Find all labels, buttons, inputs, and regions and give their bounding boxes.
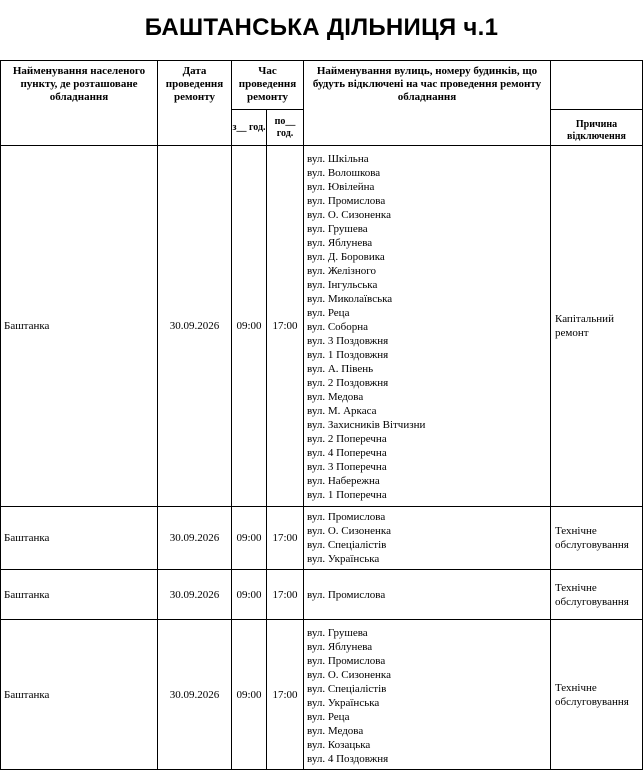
time-from-cell: 09:00 xyxy=(232,620,267,770)
street-item: вул. Грушева xyxy=(307,627,368,639)
street-item: вул. Грушева xyxy=(307,223,368,235)
street-item: вул. Д. Боровика xyxy=(307,251,385,263)
street-item: вул. Спеціалістів xyxy=(307,539,387,551)
street-item: вул. 1 Поздовжня xyxy=(307,349,389,361)
street-item: вул. Шкільна xyxy=(307,153,369,165)
header-to: по__ год. xyxy=(267,110,304,146)
street-item: вул. Українська xyxy=(307,553,380,565)
settlement-cell: Баштанка xyxy=(1,570,158,620)
street-item: вул. Реца xyxy=(307,307,350,319)
street-item: вул. Промислова xyxy=(307,655,386,667)
date-cell: 30.09.2026 xyxy=(158,570,232,620)
street-item: вул. О. Сизоненка xyxy=(307,669,391,681)
streets-cell xyxy=(304,507,551,570)
reason-cell: Технічне обслуговування xyxy=(551,570,643,620)
street-item: вул. 2 Поздовжня xyxy=(307,377,389,389)
street-item: вул. Ювілейна xyxy=(307,181,375,193)
street-item: вул. Промислова xyxy=(307,195,386,207)
street-item: вул. Спеціалістів xyxy=(307,683,387,695)
street-item: вул. А. Півень xyxy=(307,363,374,375)
streets-cell xyxy=(304,146,551,507)
reason-cell: Технічне обслуговування xyxy=(551,507,643,570)
streets-cell xyxy=(304,570,551,620)
street-item: вул. Волошкова xyxy=(307,167,381,179)
settlement-cell: Баштанка xyxy=(1,620,158,770)
time-from-cell: 09:00 xyxy=(232,146,267,507)
page-title: БАШТАНСЬКА ДІЛЬНИЦЯ ч.1 xyxy=(144,14,499,41)
header-reason: Причина відключення xyxy=(551,110,643,146)
table-row xyxy=(1,570,643,620)
street-item: вул. М. Аркаса xyxy=(307,405,377,417)
date-cell: 30.09.2026 xyxy=(158,620,232,770)
street-item: вул. О. Сизоненка xyxy=(307,525,391,537)
time-to-cell: 17:00 xyxy=(267,146,304,507)
table-row xyxy=(1,620,643,770)
settlement-cell: Баштанка xyxy=(1,507,158,570)
settlement-cell: Баштанка xyxy=(1,146,158,507)
street-item: вул. Українська xyxy=(307,697,380,709)
header-time: Час проведення ремонту xyxy=(232,61,304,110)
time-to-cell: 17:00 xyxy=(267,620,304,770)
table-body xyxy=(1,146,643,770)
street-item: вул. Набережна xyxy=(307,475,380,487)
street-item: вул. 4 Поперечна xyxy=(307,447,387,459)
reason-cell: Капітальний ремонт xyxy=(551,146,643,507)
street-item: вул. Соборна xyxy=(307,321,369,333)
street-item: вул. 3 Поздовжня xyxy=(307,335,389,347)
street-item: вул. 1 Поперечна xyxy=(307,489,387,501)
street-item: вул. Медова xyxy=(307,725,364,737)
street-item: вул. Яблунева xyxy=(307,237,373,249)
header-streets: Найменування вулиць, номеру будинків, що будуть відключені на час проведення ремонту обладнання xyxy=(304,61,551,146)
header-date: Дата проведення ремонту xyxy=(158,61,232,146)
date-cell: 30.09.2026 xyxy=(158,507,232,570)
street-item: вул. Реца xyxy=(307,711,350,723)
street-item: вул. Інгульська xyxy=(307,279,378,291)
table-row xyxy=(1,146,643,507)
table-row xyxy=(1,507,643,570)
outage-table xyxy=(0,60,643,770)
time-from-cell: 09:00 xyxy=(232,570,267,620)
time-from-cell: 09:00 xyxy=(232,507,267,570)
street-item: вул. О. Сизоненка xyxy=(307,209,391,221)
street-item: вул. Медова xyxy=(307,391,364,403)
street-item: вул. Миколаївська xyxy=(307,293,393,305)
time-to-cell: 17:00 xyxy=(267,570,304,620)
header-settlement: Найменування населеного пункту, де розташоване обладнання xyxy=(1,61,158,146)
date-cell: 30.09.2026 xyxy=(158,146,232,507)
street-item: вул. Захисників Вітчизни xyxy=(307,419,426,431)
header-from: з__ год. xyxy=(232,110,267,146)
street-item: вул. Промислова xyxy=(307,511,386,523)
street-item: вул. 3 Поперечна xyxy=(307,461,387,473)
street-item: вул. Промислова xyxy=(307,588,386,601)
street-item: вул. Яблунева xyxy=(307,641,373,653)
header-reason-spacer xyxy=(551,61,643,110)
reason-cell: Технічне обслуговування xyxy=(551,620,643,770)
streets-cell xyxy=(304,620,551,770)
street-item: вул. Козацька xyxy=(307,739,371,751)
street-item: вул. Желізного xyxy=(307,265,377,277)
street-item: вул. 4 Поздовжня xyxy=(307,753,389,765)
time-to-cell: 17:00 xyxy=(267,507,304,570)
street-item: вул. 2 Поперечна xyxy=(307,433,387,445)
